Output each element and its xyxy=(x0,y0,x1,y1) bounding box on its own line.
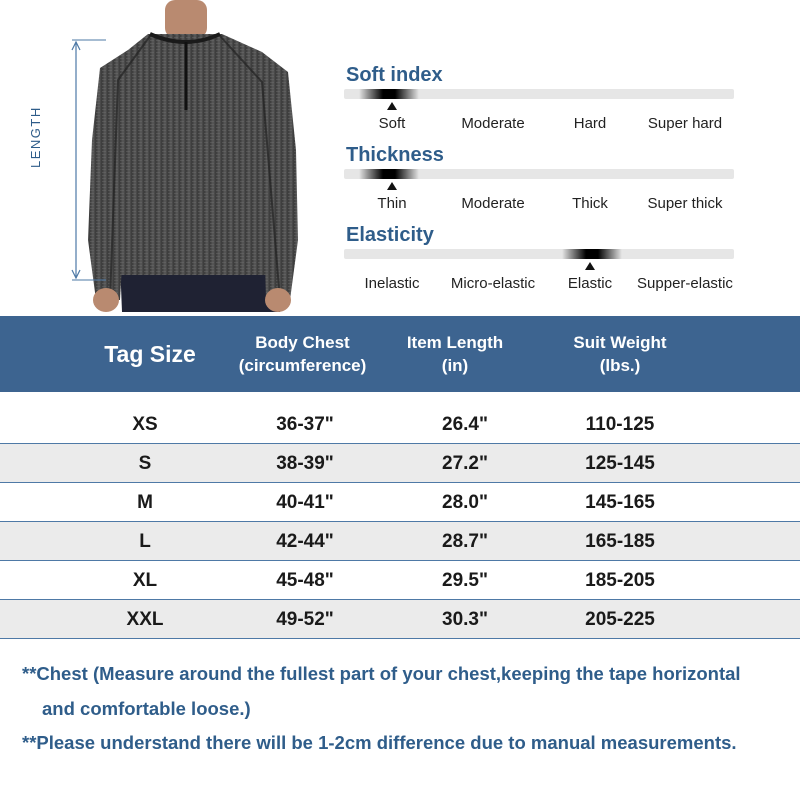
cell-suit-weight: 185-205 xyxy=(585,570,655,591)
attribute-option: Moderate xyxy=(461,195,525,212)
attribute-option: Thin xyxy=(377,195,407,212)
size-chart-table xyxy=(0,316,800,639)
note-line: and comfortable loose.) xyxy=(42,698,251,719)
cell-tag-size: XS xyxy=(132,414,158,435)
neck xyxy=(165,0,207,38)
attribute-option: Soft xyxy=(378,115,406,132)
note-chest xyxy=(22,656,782,726)
attribute-option: Supper-elastic xyxy=(637,275,733,292)
cell-suit-weight: 145-165 xyxy=(585,492,655,513)
fabric-attributes xyxy=(340,60,740,300)
table-header xyxy=(0,316,800,392)
cell-body-chest: 45-48" xyxy=(276,570,334,591)
cell-item-length: 30.3" xyxy=(442,609,488,630)
header-line: Body Chest xyxy=(255,333,350,352)
length-guide xyxy=(66,38,106,282)
shirt-sleeve-right xyxy=(262,52,298,300)
attribute-option: Super hard xyxy=(647,115,723,132)
cell-item-length: 27.2" xyxy=(442,453,488,474)
cell-suit-weight: 165-185 xyxy=(585,531,655,552)
arrow-up-icon xyxy=(387,182,397,190)
cell-body-chest: 38-39" xyxy=(276,453,334,474)
table-row xyxy=(0,483,800,522)
arrow-up-icon xyxy=(585,262,595,270)
table-row xyxy=(0,405,800,444)
cell-tag-size: S xyxy=(138,453,152,474)
table-body xyxy=(0,405,800,639)
table-row xyxy=(0,444,800,483)
note-line: **Chest (Measure around the fullest part of your chest,keeping the tape horizontal xyxy=(22,663,741,684)
arrow-up-icon xyxy=(387,102,397,110)
measurement-notes xyxy=(22,656,782,760)
attribute-option: Hard xyxy=(573,115,607,132)
cell-suit-weight: 205-225 xyxy=(585,609,655,630)
header-body-chest xyxy=(210,316,395,392)
cell-suit-weight: 125-145 xyxy=(585,453,655,474)
attribute-elasticity xyxy=(340,220,740,300)
cell-tag-size: XXL xyxy=(126,609,164,630)
cell-item-length: 28.7" xyxy=(442,531,488,552)
table-row xyxy=(0,522,800,561)
note-difference: **Please understand there will be 1-2cm difference due to manual measurements. xyxy=(22,732,737,753)
attribute-marker xyxy=(562,249,622,259)
table-row xyxy=(0,561,800,600)
attribute-scale-bar xyxy=(344,89,734,99)
attribute-marker xyxy=(359,169,419,179)
attribute-title: Elasticity xyxy=(346,224,434,246)
cell-tag-size: M xyxy=(137,492,153,513)
header-suit-weight xyxy=(550,316,690,392)
header-line: (in) xyxy=(441,356,469,375)
attribute-soft-index xyxy=(340,60,740,140)
attribute-scale-bar xyxy=(344,169,734,179)
attribute-option: Micro-elastic xyxy=(450,275,536,292)
cell-tag-size: XL xyxy=(132,570,158,591)
cell-item-length: 29.5" xyxy=(442,570,488,591)
attribute-option: Moderate xyxy=(461,115,525,132)
attribute-marker xyxy=(359,89,419,99)
cell-body-chest: 42-44" xyxy=(276,531,334,552)
header-line: (lbs.) xyxy=(599,356,641,375)
attribute-option: Elastic xyxy=(567,275,613,292)
header-line: Suit Weight xyxy=(573,333,667,352)
attribute-scale-bar xyxy=(344,249,734,259)
cell-item-length: 28.0" xyxy=(442,492,488,513)
header-line: (circumference) xyxy=(238,356,367,375)
product-photo xyxy=(0,0,320,312)
header-line: Item Length xyxy=(406,333,504,352)
header-tag-size: Tag Size xyxy=(104,340,196,367)
length-label: LENGTH xyxy=(28,106,43,168)
attribute-thickness xyxy=(340,140,740,220)
cell-suit-weight: 110-125 xyxy=(585,414,655,435)
table-row xyxy=(0,600,800,639)
cell-body-chest: 40-41" xyxy=(276,492,334,513)
cell-item-length: 26.4" xyxy=(442,414,488,435)
attribute-option: Super thick xyxy=(647,195,723,212)
cell-body-chest: 49-52" xyxy=(276,609,334,630)
cell-body-chest: 36-37" xyxy=(276,414,334,435)
attribute-option: Inelastic xyxy=(364,275,420,292)
attribute-title: Soft index xyxy=(346,64,443,86)
shirt-model-illustration xyxy=(0,0,320,312)
cell-tag-size: L xyxy=(139,531,151,552)
header-item-length xyxy=(390,316,520,392)
attribute-option: Thick xyxy=(572,195,608,212)
attribute-title: Thickness xyxy=(346,144,444,166)
